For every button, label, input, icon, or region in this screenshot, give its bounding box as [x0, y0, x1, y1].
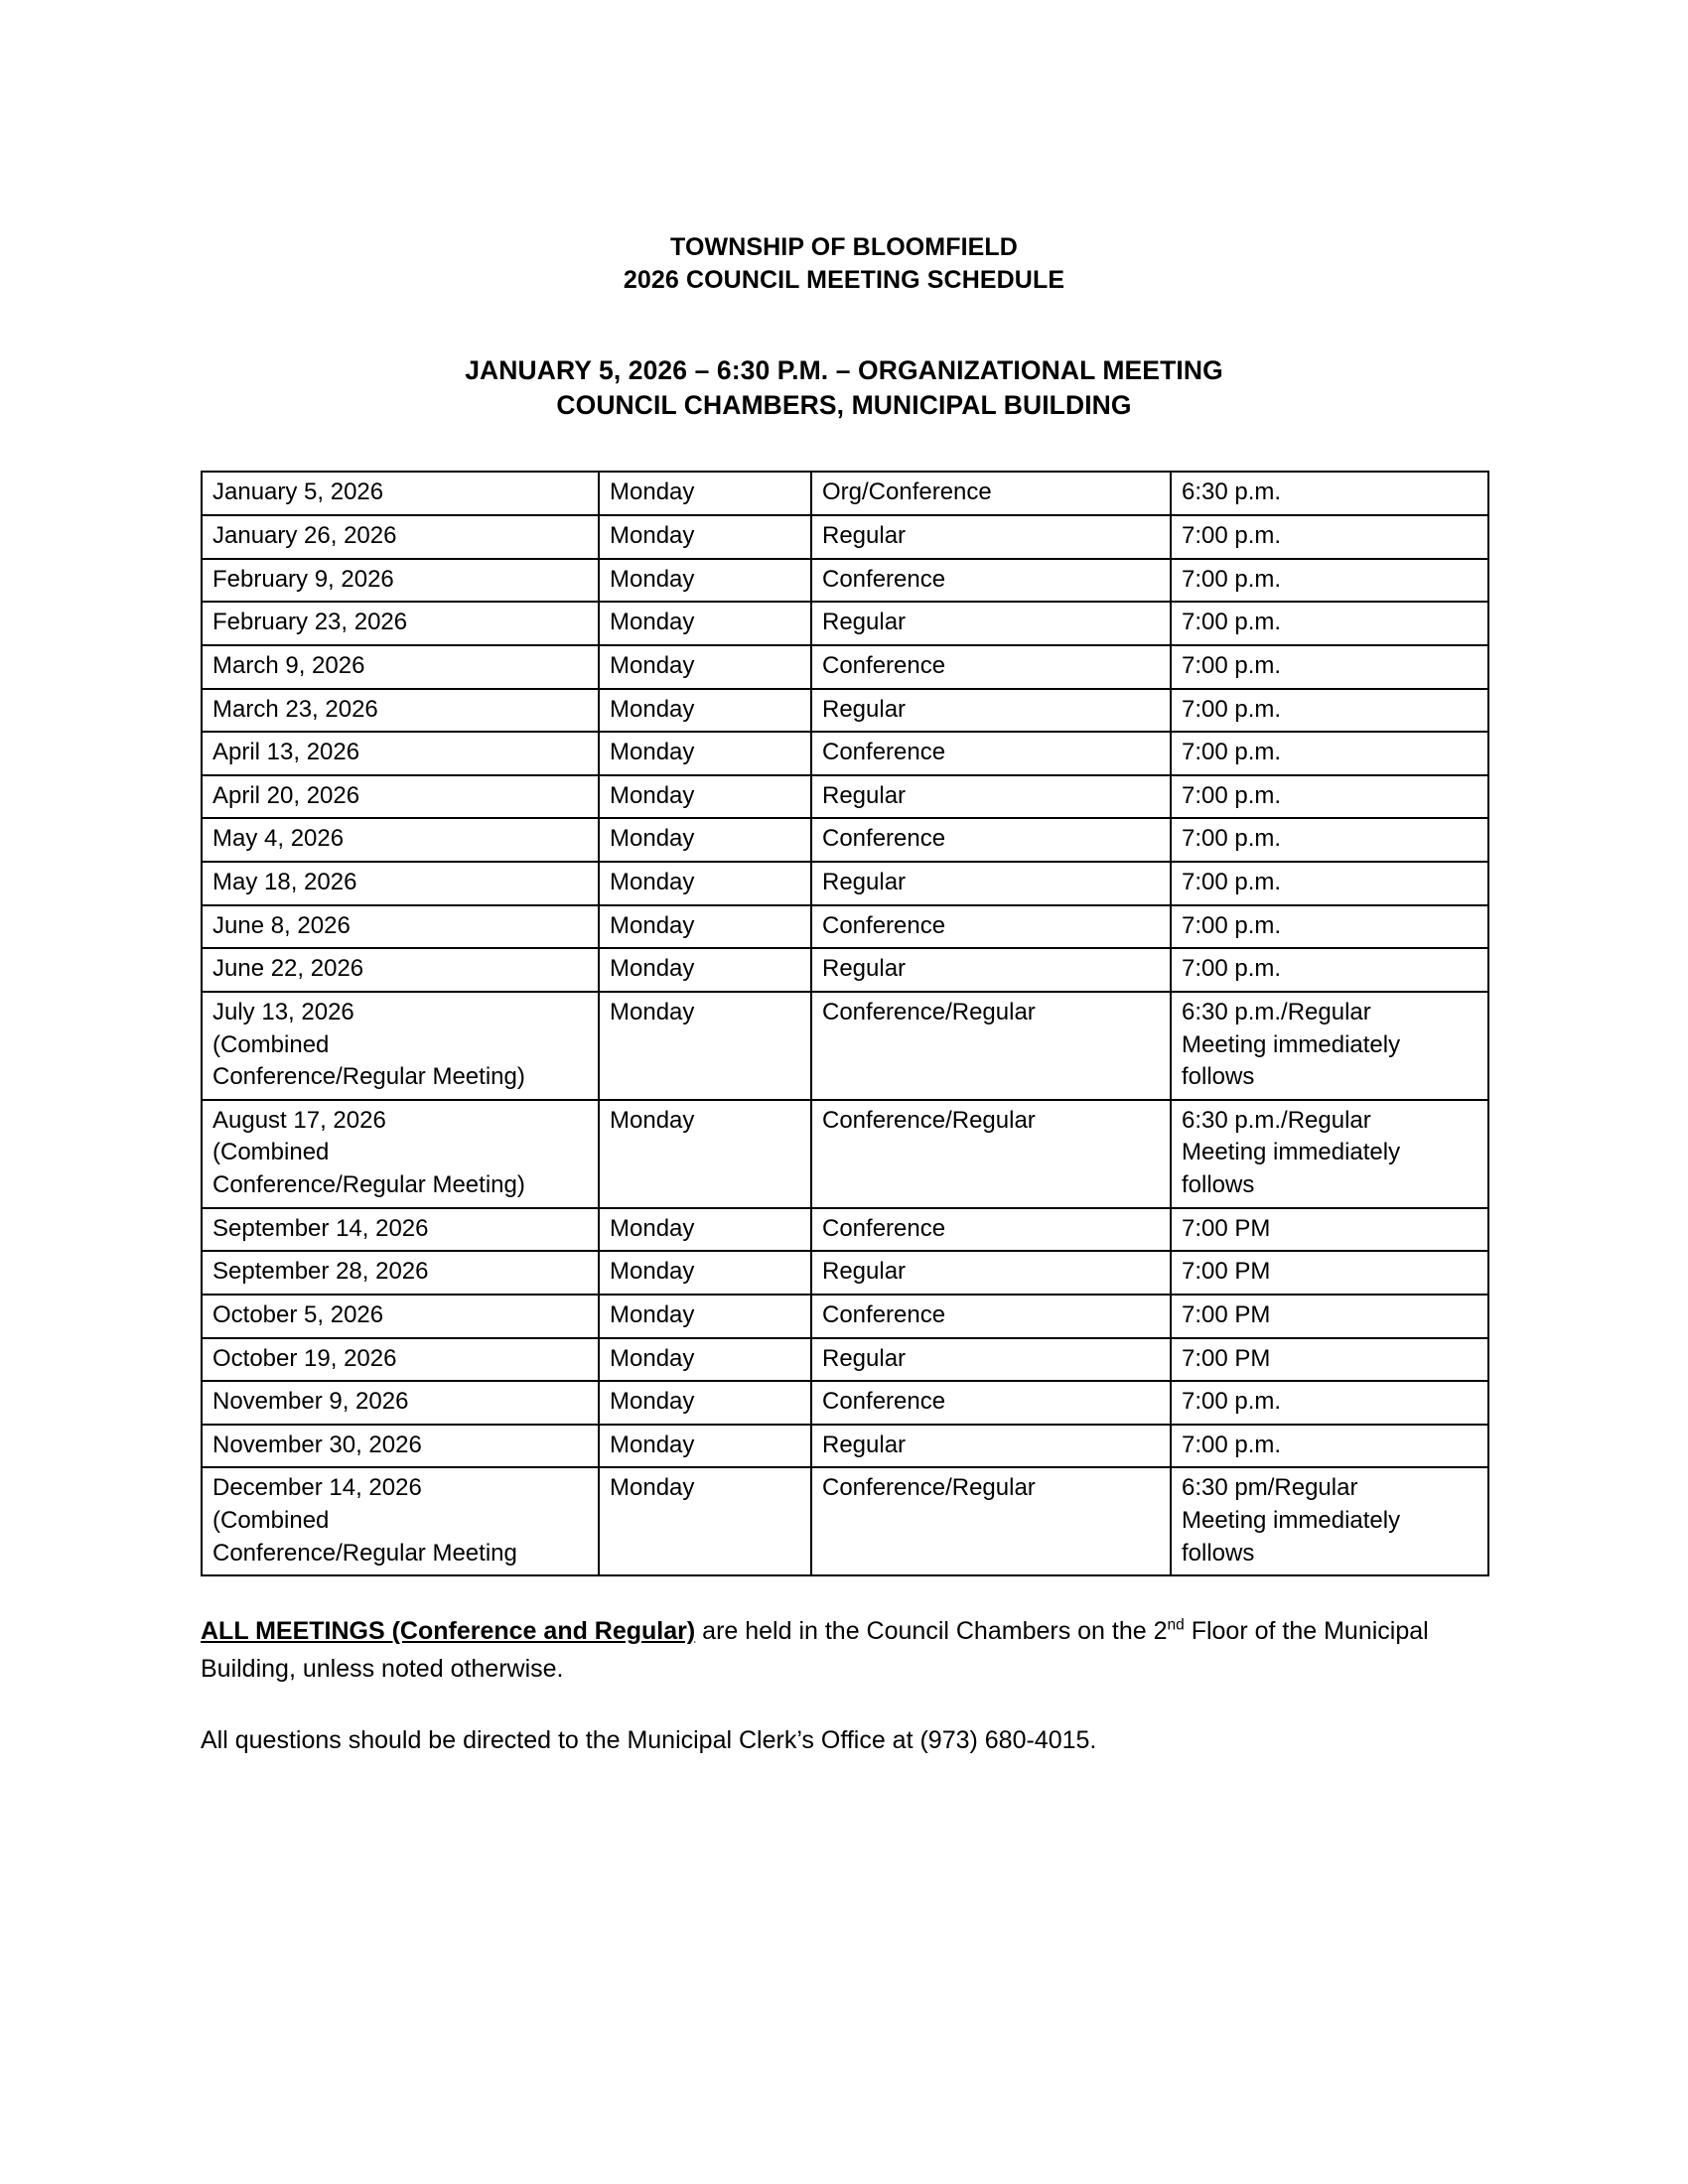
- day-line: Monday: [610, 1106, 695, 1134]
- table-row: [202, 1425, 1488, 1468]
- type-line: Conference: [822, 739, 946, 766]
- cell-day: [599, 689, 811, 733]
- cell-day: [599, 559, 811, 603]
- cell-date: [202, 1208, 599, 1252]
- type-line: Regular: [822, 695, 907, 723]
- time-line-2: Meeting immediately: [1182, 1507, 1401, 1535]
- time-line-1: 7:00 p.m.: [1182, 955, 1282, 983]
- date-line-1: April 20, 2026: [212, 781, 360, 809]
- day-line: Monday: [610, 955, 695, 983]
- table-row: [202, 1381, 1488, 1425]
- type-line: Regular: [822, 1258, 907, 1286]
- day-line: Monday: [610, 1214, 695, 1242]
- type-line: Regular: [822, 609, 907, 636]
- cell-day: [599, 775, 811, 819]
- time-line-1: 7:00 PM: [1182, 1344, 1271, 1372]
- day-line: Monday: [610, 911, 695, 939]
- time-line-1: 6:30 pm/Regular: [1182, 1474, 1358, 1502]
- date-line-1: May 4, 2026: [212, 825, 345, 853]
- cell-time: [1171, 1100, 1488, 1208]
- cell-type: [811, 689, 1171, 733]
- cell-day: [599, 1295, 811, 1338]
- cell-type: [811, 1208, 1171, 1252]
- date-line-1: July 13, 2026: [212, 998, 354, 1025]
- time-line-3: follows: [1182, 1539, 1255, 1567]
- table-row: [202, 992, 1488, 1100]
- cell-time: [1171, 515, 1488, 559]
- cell-type: [811, 862, 1171, 905]
- cell-type: [811, 1425, 1171, 1468]
- organizational-meeting-block: [0, 296, 1688, 423]
- cell-date: [202, 689, 599, 733]
- cell-time: [1171, 1467, 1488, 1575]
- cell-time: [1171, 1251, 1488, 1295]
- cell-time: [1171, 645, 1488, 689]
- cell-day: [599, 472, 811, 515]
- type-line: Conference: [822, 565, 946, 593]
- cell-type: [811, 775, 1171, 819]
- cell-date: [202, 862, 599, 905]
- cell-time: [1171, 775, 1488, 819]
- day-line: Monday: [610, 565, 695, 593]
- type-line: Conference/Regular: [822, 1474, 1036, 1502]
- date-line-1: October 5, 2026: [212, 1300, 384, 1328]
- type-line: Org/Conference: [822, 478, 992, 506]
- time-line-1: 7:00 PM: [1182, 1300, 1271, 1328]
- cell-date: [202, 1425, 599, 1468]
- cell-type: [811, 732, 1171, 775]
- cell-time: [1171, 472, 1488, 515]
- day-line: Monday: [610, 651, 695, 679]
- note-all-meetings-text-b: Floor of the Municipal Building, unless noted otherwise.: [201, 1617, 1429, 1684]
- type-line: Conference: [822, 1300, 946, 1328]
- day-line: Monday: [610, 781, 695, 809]
- day-line: Monday: [610, 1300, 695, 1328]
- cell-date: [202, 1100, 599, 1208]
- type-line: Regular: [822, 522, 907, 550]
- cell-time: [1171, 1208, 1488, 1252]
- table-row: [202, 948, 1488, 992]
- cell-type: [811, 1467, 1171, 1575]
- cell-date: [202, 1338, 599, 1382]
- day-line: Monday: [610, 998, 695, 1025]
- table-row: [202, 1251, 1488, 1295]
- date-line-1: October 19, 2026: [212, 1344, 397, 1372]
- date-line-3: Conference/Regular Meeting: [212, 1539, 517, 1567]
- cell-day: [599, 948, 811, 992]
- table-row: [202, 775, 1488, 819]
- time-line-1: 7:00 p.m.: [1182, 651, 1282, 679]
- cell-type: [811, 645, 1171, 689]
- time-line-1: 7:00 p.m.: [1182, 911, 1282, 939]
- cell-date: [202, 775, 599, 819]
- table-row: [202, 1295, 1488, 1338]
- table-row: [202, 1467, 1488, 1575]
- time-line-1: 7:00 p.m.: [1182, 869, 1282, 896]
- cell-date: [202, 472, 599, 515]
- schedule-table-body: [202, 472, 1488, 1575]
- cell-day: [599, 992, 811, 1100]
- date-line-1: November 9, 2026: [212, 1388, 409, 1416]
- cell-date: [202, 1381, 599, 1425]
- cell-time: [1171, 602, 1488, 645]
- type-line: Conference: [822, 825, 946, 853]
- date-line-1: November 30, 2026: [212, 1431, 422, 1458]
- day-line: Monday: [610, 1344, 695, 1372]
- table-row: [202, 1338, 1488, 1382]
- cell-type: [811, 992, 1171, 1100]
- cell-day: [599, 1381, 811, 1425]
- table-row: [202, 689, 1488, 733]
- cell-date: [202, 1295, 599, 1338]
- cell-date: [202, 602, 599, 645]
- time-line-1: 7:00 p.m.: [1182, 1388, 1282, 1416]
- meeting-location-line: COUNCIL CHAMBERS, MUNICIPAL BUILDING: [556, 390, 1132, 421]
- cell-time: [1171, 559, 1488, 603]
- type-line: Conference: [822, 911, 946, 939]
- cell-date: [202, 948, 599, 992]
- table-row: [202, 515, 1488, 559]
- cell-day: [599, 905, 811, 949]
- day-line: Monday: [610, 739, 695, 766]
- cell-time: [1171, 948, 1488, 992]
- cell-time: [1171, 1338, 1488, 1382]
- type-line: Regular: [822, 1431, 907, 1458]
- date-line-1: June 22, 2026: [212, 955, 364, 983]
- date-line-2: (Combined: [212, 1507, 330, 1535]
- note-all-meetings: [201, 1612, 1509, 1688]
- time-line-2: Meeting immediately: [1182, 1030, 1401, 1058]
- cell-type: [811, 472, 1171, 515]
- cell-day: [599, 515, 811, 559]
- day-line: Monday: [610, 695, 695, 723]
- page-subtitle: 2026 COUNCIL MEETING SCHEDULE: [623, 265, 1065, 294]
- cell-day: [599, 1208, 811, 1252]
- date-line-1: March 23, 2026: [212, 695, 378, 723]
- day-line: Monday: [610, 1388, 695, 1416]
- cell-type: [811, 515, 1171, 559]
- cell-type: [811, 818, 1171, 862]
- cell-type: [811, 1381, 1171, 1425]
- day-line: Monday: [610, 1258, 695, 1286]
- day-line: Monday: [610, 609, 695, 636]
- date-line-3: Conference/Regular Meeting): [212, 1063, 525, 1091]
- note-all-meetings-text-a: are held in the Council Chambers on the 2: [695, 1617, 1168, 1646]
- cell-type: [811, 905, 1171, 949]
- cell-date: [202, 559, 599, 603]
- table-row: [202, 645, 1488, 689]
- time-line-3: follows: [1182, 1063, 1255, 1091]
- type-line: Conference: [822, 651, 946, 679]
- schedule-table-wrap: [0, 471, 1688, 1576]
- date-line-1: June 8, 2026: [212, 911, 351, 939]
- date-line-3: Conference/Regular Meeting): [212, 1171, 525, 1199]
- note-all-meetings-emphasis: ALL MEETINGS (Conference and Regular): [201, 1617, 696, 1646]
- table-row: [202, 732, 1488, 775]
- cell-time: [1171, 905, 1488, 949]
- time-line-1: 7:00 p.m.: [1182, 1431, 1282, 1458]
- table-row: [202, 559, 1488, 603]
- date-line-1: May 18, 2026: [212, 869, 357, 896]
- date-line-2: (Combined: [212, 1139, 330, 1166]
- ordinal-suffix: nd: [1167, 1617, 1185, 1635]
- date-line-1: September 14, 2026: [212, 1214, 429, 1242]
- date-line-1: September 28, 2026: [212, 1258, 429, 1286]
- day-line: Monday: [610, 522, 695, 550]
- cell-time: [1171, 1425, 1488, 1468]
- time-line-1: 7:00 PM: [1182, 1214, 1271, 1242]
- cell-day: [599, 818, 811, 862]
- cell-day: [599, 1338, 811, 1382]
- cell-day: [599, 645, 811, 689]
- cell-time: [1171, 818, 1488, 862]
- date-line-2: (Combined: [212, 1030, 330, 1058]
- day-line: Monday: [610, 869, 695, 896]
- cell-day: [599, 1100, 811, 1208]
- date-line-1: April 13, 2026: [212, 739, 360, 766]
- day-line: Monday: [610, 825, 695, 853]
- cell-date: [202, 1251, 599, 1295]
- table-row: [202, 1208, 1488, 1252]
- type-line: Regular: [822, 1344, 907, 1372]
- meeting-schedule-table: [201, 471, 1489, 1576]
- type-line: Conference: [822, 1388, 946, 1416]
- cell-day: [599, 1251, 811, 1295]
- type-line: Regular: [822, 869, 907, 896]
- cell-date: [202, 905, 599, 949]
- time-line-1: 7:00 p.m.: [1182, 739, 1282, 766]
- type-line: Conference: [822, 1214, 946, 1242]
- table-row: [202, 472, 1488, 515]
- cell-time: [1171, 1295, 1488, 1338]
- cell-date: [202, 992, 599, 1100]
- organizational-meeting-line: JANUARY 5, 2026 – 6:30 P.M. – ORGANIZATIONAL MEETING: [465, 355, 1223, 385]
- time-line-3: follows: [1182, 1171, 1255, 1199]
- time-line-1: 7:00 p.m.: [1182, 825, 1282, 853]
- cell-time: [1171, 862, 1488, 905]
- cell-type: [811, 1295, 1171, 1338]
- time-line-1: 7:00 p.m.: [1182, 522, 1282, 550]
- cell-type: [811, 602, 1171, 645]
- day-line: Monday: [610, 478, 695, 506]
- cell-date: [202, 732, 599, 775]
- table-row: [202, 905, 1488, 949]
- document-title-block: [0, 0, 1688, 296]
- type-line: Conference/Regular: [822, 998, 1036, 1025]
- note-questions: All questions should be directed to the Municipal Clerk’s Office at (973) 680-4015.: [201, 1726, 1097, 1755]
- date-line-1: August 17, 2026: [212, 1106, 386, 1134]
- date-line-1: December 14, 2026: [212, 1474, 422, 1502]
- time-line-1: 7:00 PM: [1182, 1258, 1271, 1286]
- cell-date: [202, 818, 599, 862]
- page-title: TOWNSHIP OF BLOOMFIELD: [670, 233, 1018, 261]
- time-line-2: Meeting immediately: [1182, 1139, 1401, 1166]
- time-line-1: 7:00 p.m.: [1182, 565, 1282, 593]
- time-line-1: 6:30 p.m.: [1182, 478, 1282, 506]
- time-line-1: 7:00 p.m.: [1182, 609, 1282, 636]
- cell-day: [599, 732, 811, 775]
- cell-date: [202, 1467, 599, 1575]
- cell-day: [599, 1425, 811, 1468]
- cell-type: [811, 1100, 1171, 1208]
- date-line-1: March 9, 2026: [212, 651, 365, 679]
- cell-type: [811, 1251, 1171, 1295]
- footer-notes: [0, 1612, 1688, 1759]
- table-row: [202, 602, 1488, 645]
- cell-type: [811, 559, 1171, 603]
- cell-time: [1171, 992, 1488, 1100]
- cell-day: [599, 1467, 811, 1575]
- date-line-1: January 5, 2026: [212, 478, 384, 506]
- cell-time: [1171, 732, 1488, 775]
- table-row: [202, 818, 1488, 862]
- time-line-1: 7:00 p.m.: [1182, 781, 1282, 809]
- day-line: Monday: [610, 1474, 695, 1502]
- cell-time: [1171, 689, 1488, 733]
- type-line: Conference/Regular: [822, 1106, 1036, 1134]
- cell-type: [811, 948, 1171, 992]
- cell-day: [599, 862, 811, 905]
- type-line: Regular: [822, 781, 907, 809]
- date-line-1: February 23, 2026: [212, 609, 408, 636]
- table-row: [202, 862, 1488, 905]
- time-line-1: 7:00 p.m.: [1182, 695, 1282, 723]
- cell-date: [202, 645, 599, 689]
- date-line-1: February 9, 2026: [212, 565, 394, 593]
- date-line-1: January 26, 2026: [212, 522, 397, 550]
- cell-day: [599, 602, 811, 645]
- table-row: [202, 1100, 1488, 1208]
- time-line-1: 6:30 p.m./Regular: [1182, 1106, 1371, 1134]
- cell-date: [202, 515, 599, 559]
- time-line-1: 6:30 p.m./Regular: [1182, 998, 1371, 1025]
- type-line: Regular: [822, 955, 907, 983]
- day-line: Monday: [610, 1431, 695, 1458]
- cell-type: [811, 1338, 1171, 1382]
- cell-time: [1171, 1381, 1488, 1425]
